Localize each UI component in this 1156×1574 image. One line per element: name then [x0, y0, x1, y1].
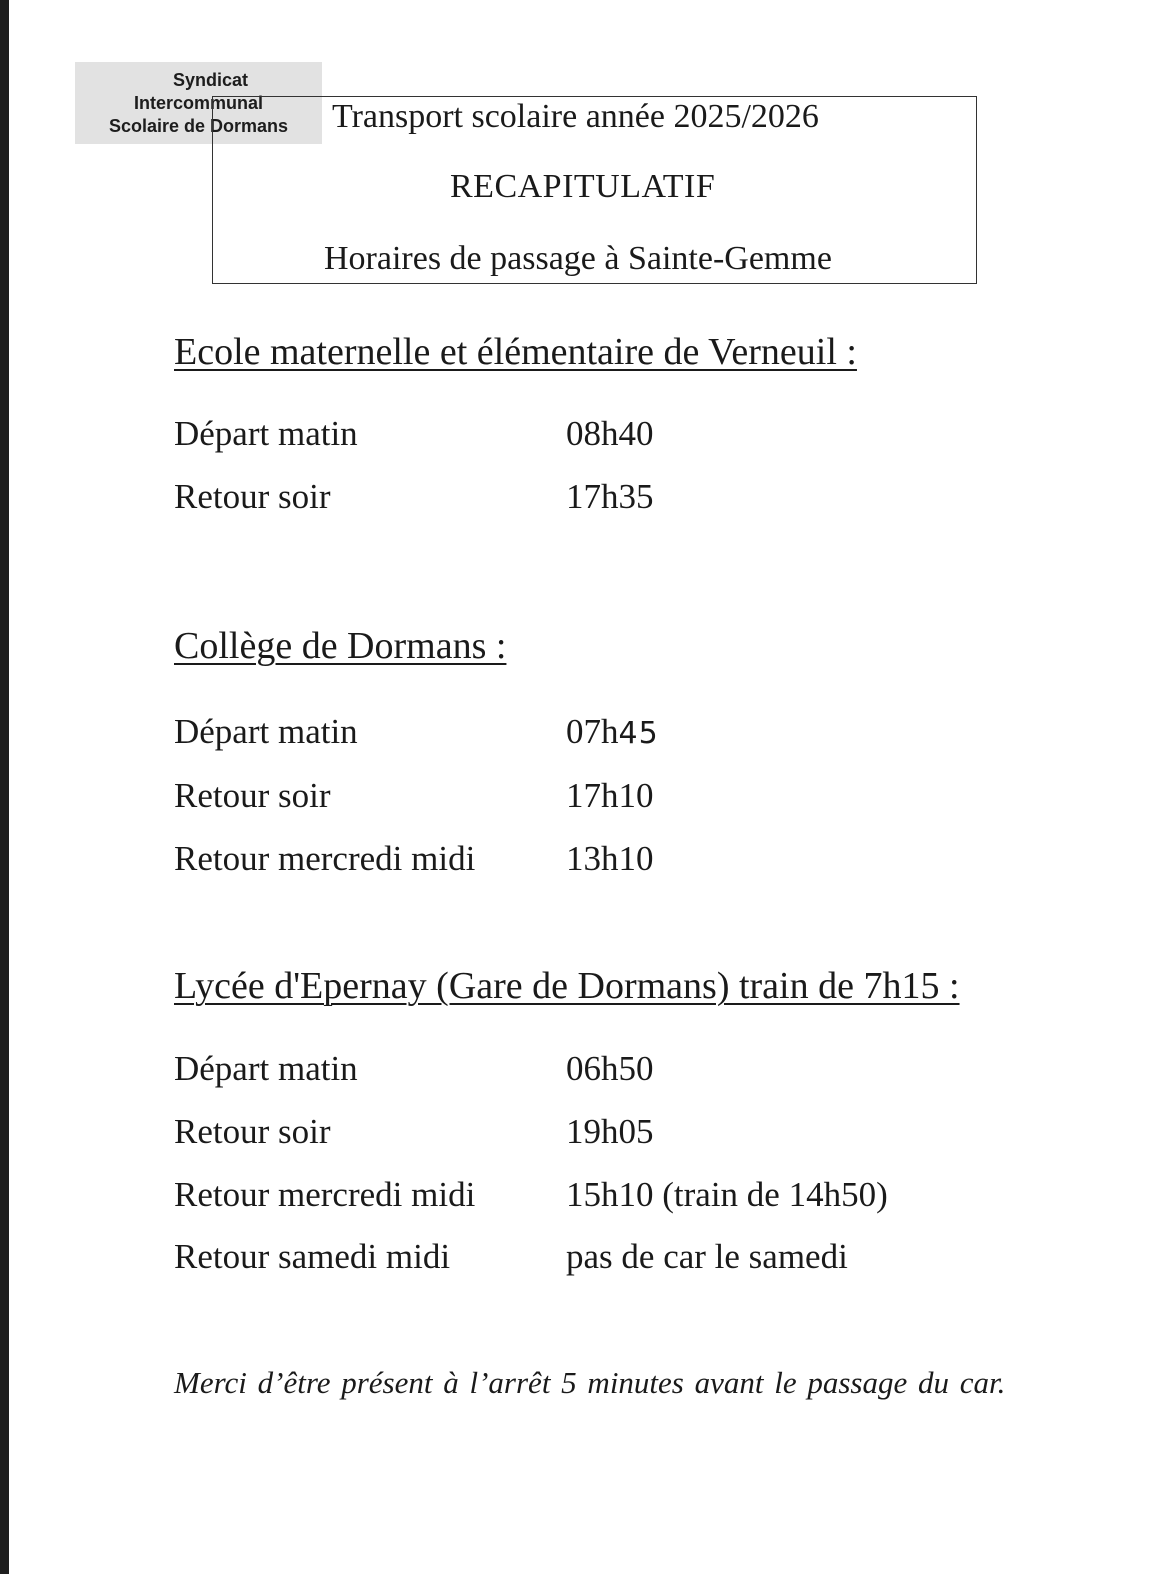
- row-time: 13h10: [566, 839, 654, 878]
- footer-note: Merci d’être présent à l’arrêt 5 minutes avant le passage du car.: [174, 1365, 1006, 1400]
- row-label: Retour mercredi midi: [174, 1175, 476, 1214]
- row-label: Retour mercredi midi: [174, 839, 476, 878]
- row-time: 19h05: [566, 1112, 654, 1151]
- section-heading-lycee: Lycée d'Epernay (Gare de Dormans) train de 7h15 :: [174, 965, 960, 1007]
- document-title: Transport scolaire année 2025/2026: [332, 98, 819, 135]
- row-label: Retour soir: [174, 1112, 331, 1151]
- row-label: Retour soir: [174, 776, 331, 815]
- row-time-handwritten: 45: [618, 716, 659, 751]
- row-label: Départ matin: [174, 1049, 358, 1088]
- stamp-line-3: Scolaire de Dormans: [108, 116, 289, 136]
- row-label: Retour soir: [174, 477, 331, 516]
- row-time: 15h10 (train de 14h50): [566, 1175, 888, 1214]
- row-time: 17h10: [566, 776, 654, 815]
- document-place: Horaires de passage à Sainte-Gemme: [324, 240, 832, 277]
- row-label: Départ matin: [174, 414, 358, 453]
- row-time: pas de car le samedi: [566, 1237, 848, 1276]
- row-label: Retour samedi midi: [174, 1237, 451, 1276]
- row-label: Départ matin: [174, 712, 358, 751]
- row-time: 17h35: [566, 477, 654, 516]
- stamp-line-2: Intercommunal: [133, 93, 264, 113]
- section-heading-verneuil: Ecole maternelle et élémentaire de Verneuil :: [174, 331, 857, 373]
- document-subtitle: RECAPITULATIF: [450, 168, 716, 205]
- scan-border: [0, 0, 9, 1574]
- row-time: 08h40: [566, 414, 654, 453]
- section-heading-college: Collège de Dormans :: [174, 625, 507, 667]
- row-time: 06h50: [566, 1049, 654, 1088]
- stamp-line-1: Syndicat: [172, 70, 249, 90]
- row-time: [566, 712, 659, 752]
- row-time-printed: 07h: [566, 712, 619, 751]
